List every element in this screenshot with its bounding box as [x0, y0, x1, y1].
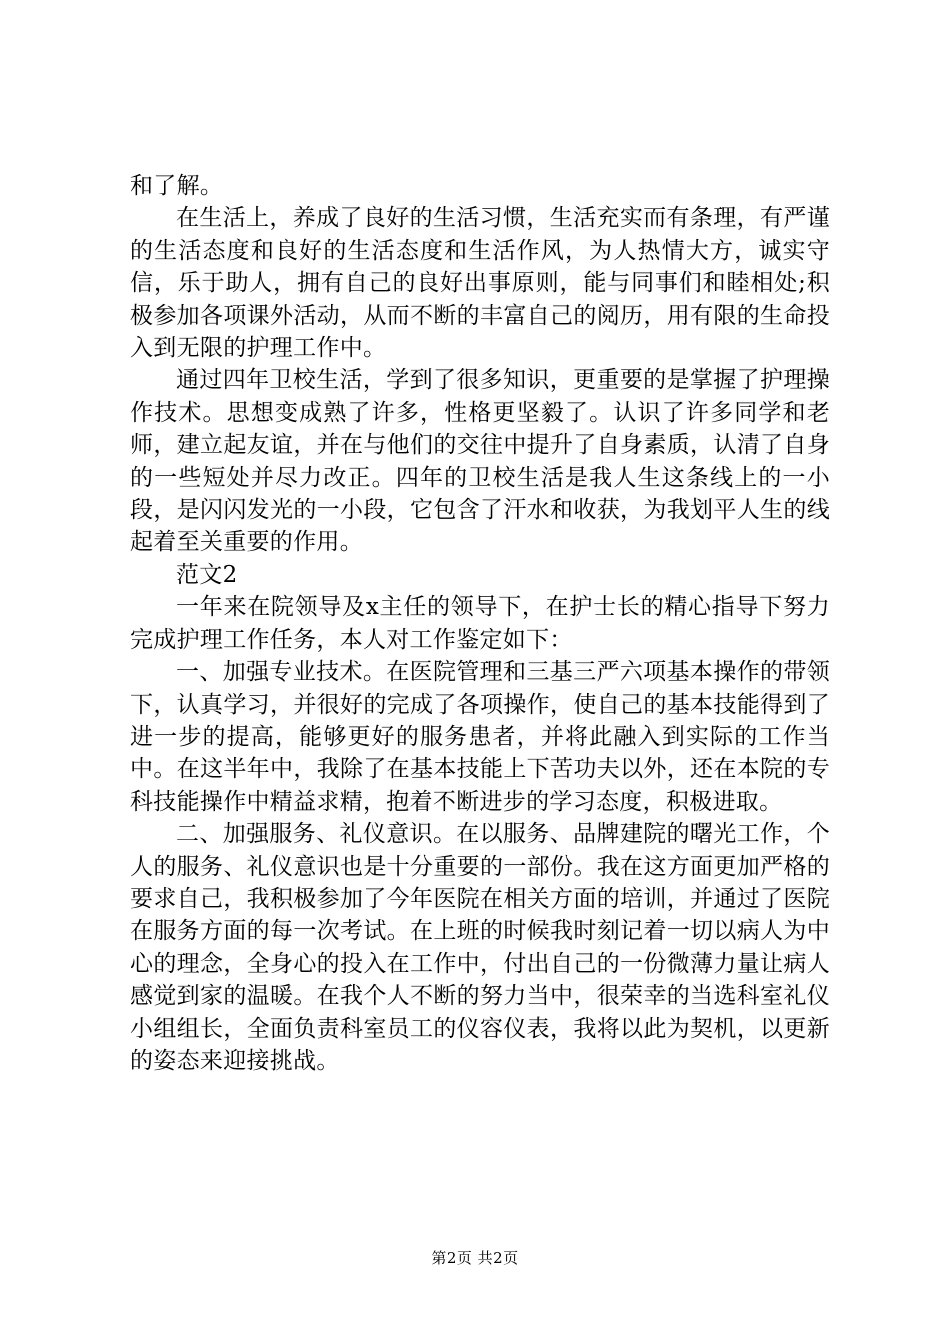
- paragraph-continuation: 和了解。: [130, 173, 224, 199]
- paragraph-school-summary: 通过四年卫校生活，学到了很多知识，更重要的是掌握了护理操作技术。思想变成熟了许多，性格更坚毅了。认识了许多同学和老师，建立起友谊，并在与他们的交往中提升了自身素质，认清了自身的一些短处并尽力改正。四年的卫校生活是我人生这条线上的一小段，是闪闪发光的一小段，它包含了汗水和收获，为我划平人生的线起着至关重要的作用。: [130, 367, 830, 556]
- document-body: [130, 170, 830, 1077]
- paragraph-service-etiquette: 二、加强服务、礼仪意识。在以服务、品牌建院的曙光工作，个人的服务、礼仪意识也是十分重要的一部份。我在这方面更加严格的要求自己，我积极参加了今年医院在相关方面的培训，并通过了医院在服务方面的每一次考试。在上班的时候我时刻记着一切以病人为中心的理念，全身心的投入在工作中，付出自己的一份微薄力量让病人感觉到家的温暖。在我个人不断的努力当中，很荣幸的当选科室礼仪小组组长，全面负责科室员工的仪容仪表，我将以此为契机，以更新的姿态来迎接挑战。: [130, 821, 830, 1074]
- paragraph-life: 在生活上，养成了良好的生活习惯，生活充实而有条理，有严谨的生活态度和良好的生活态度和生活作风，为人热情大方，诚实守信，乐于助人，拥有自己的良好出事原则，能与同事们和睦相处;积极参加各项课外活动，从而不断的丰富自己的阅历，用有限的生命投入到无限的护理工作中。: [130, 205, 830, 362]
- paragraph-professional-skills: 一、加强专业技术。在医院管理和三基三严六项基本操作的带领下，认真学习，并很好的完成了各项操作，使自己的基本技能得到了进一步的提高，能够更好的服务患者，并将此融入到实际的工作当中。在这半年中，我除了在基本技能上下苦功夫以外，还在本院的专科技能操作中精益求精，抱着不断进步的学习态度，积极进取。: [130, 659, 830, 815]
- section-heading-sample-2: 范文2: [176, 561, 238, 588]
- paragraph-intro: 一年来在院领导及x主任的领导下，在护士长的精心指导下努力完成护理工作任务，本人对工作鉴定如下：: [130, 594, 830, 653]
- page-footer: 第2页 共2页: [431, 1249, 519, 1267]
